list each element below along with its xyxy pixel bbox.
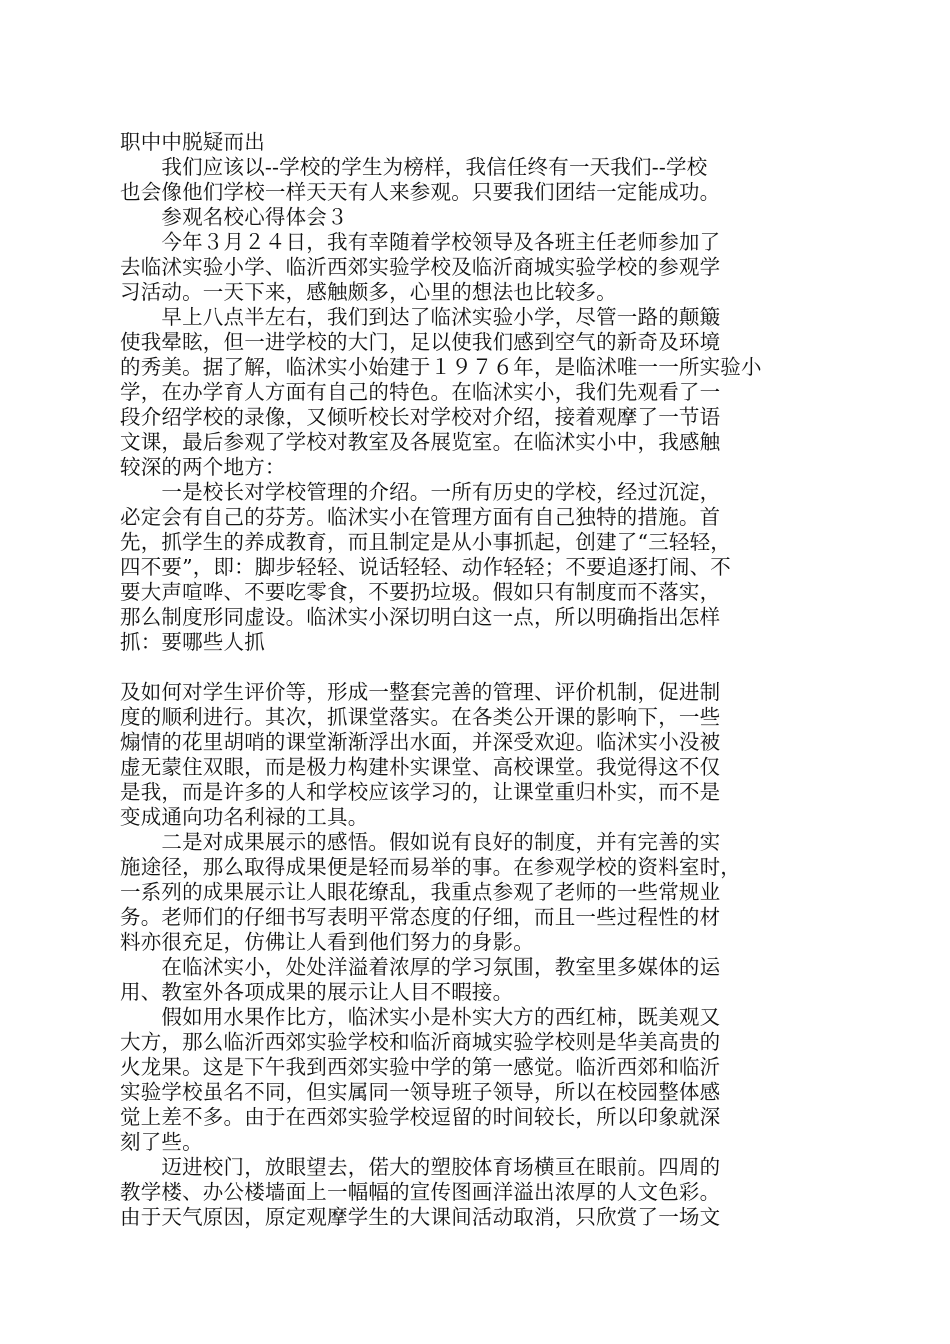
text-line: 的秀美。据了解，临沭实小始建于１９７６年，是临沭唯一一所实验小 (120, 355, 762, 379)
text-line: 实验学校虽名不同，但实属同一领导班子领导，所以在校园整体感 (120, 1080, 721, 1104)
text-line: 教学楼、办公楼墙面上一幅幅的宣传图画洋溢出浓厚的人文色彩。 (120, 1180, 721, 1204)
text-line: 火龙果。这是下午我到西郊实验中学的第一感觉。临沂西郊和临沂 (120, 1055, 721, 1079)
text-line: 参观名校心得体会３ (120, 205, 348, 229)
text-line: 使我晕眩，但一进学校的大门，足以使我们感到空气的新奇及环境 (120, 330, 721, 354)
text-line: 要大声喧哗、不要吃零食，不要扔垃圾。假如只有制度而不落实， (120, 580, 721, 604)
text-line: 料亦很充足，仿佛让人看到他们努力的身影。 (120, 930, 534, 954)
text-line: 由于天气原因，原定观摩学生的大课间活动取消，只欣赏了一场文 (120, 1205, 721, 1229)
text-line: 及如何对学生评价等，形成一整套完善的管理、评价机制，促进制 (120, 680, 721, 704)
text-line: 一是校长对学校管理的介绍。一所有历史的学校，经过沉淀， (120, 480, 721, 504)
text-line: 在临沭实小，处处洋溢着浓厚的学习氛围，教室里多媒体的运 (120, 955, 721, 979)
text-line: 那么制度形同虚设。临沭实小深切明白这一点，所以明确指出怎样 (120, 605, 721, 629)
text-line: 习活动。一天下来，感触颇多，心里的想法也比较多。 (120, 280, 617, 304)
text-line: 我们应该以--学校的学生为榜样，我信任终有一天我们--学校 (120, 155, 708, 179)
text-line: 必定会有自己的芬芳。临沭实小在管理方面有自己独特的措施。首 (120, 505, 721, 529)
text-line: 二是对成果展示的感悟。假如说有良好的制度，并有完善的实 (120, 830, 721, 854)
text-line: 学，在办学育人方面有自己的特色。在临沭实小，我们先观看了一 (120, 380, 721, 404)
text-line: 用、教室外各项成果的展示让人目不暇接。 (120, 980, 514, 1004)
text-line: 去临沭实验小学、临沂西郊实验学校及临沂商城实验学校的参观学 (120, 255, 721, 279)
text-line: 虚无蒙住双眼，而是极力构建朴实课堂、高校课堂。我觉得这不仅 (120, 755, 721, 779)
text-line: 也会像他们学校一样天天有人来参观。只要我们团结一定能成功。 (120, 180, 721, 204)
text-line: 大方，那么临沂西郊实验学校和临沂商城实验学校则是华美高贵的 (120, 1030, 721, 1054)
text-line: 刻了些。 (120, 1130, 203, 1154)
text-line: 务。老师们的仔细书写表明平常态度的仔细，而且一些过程性的材 (120, 905, 721, 929)
text-line: 度的顺利进行。其次，抓课堂落实。在各类公开课的影响下，一些 (120, 705, 721, 729)
text-line: 较深的两个地方： (120, 455, 286, 479)
text-line: 先，抓学生的养成教育，而且制定是从小事抓起，创建了“三轻轻， (120, 530, 731, 554)
text-line: 假如用水果作比方，临沭实小是朴实大方的西红柿，既美观又 (120, 1005, 721, 1029)
text-line: 煽情的花里胡哨的课堂渐渐浮出水面，并深受欢迎。临沭实小没被 (120, 730, 721, 754)
text-line: 抓：要哪些人抓 (120, 630, 265, 654)
text-line: 变成通向功名利禄的工具。 (120, 805, 369, 829)
text-line: 觉上差不多。由于在西郊实验学校逗留的时间较长，所以印象就深 (120, 1105, 721, 1129)
text-line: 施途径，那么取得成果便是轻而易举的事。在参观学校的资料室时， (120, 855, 741, 879)
text-line: 一系列的成果展示让人眼花缭乱，我重点参观了老师的一些常规业 (120, 880, 721, 904)
text-line: 文课，最后参观了学校对教室及各展览室。在临沭实小中，我感触 (120, 430, 721, 454)
text-line: 段介绍学校的录像，又倾听校长对学校对介绍，接着观摩了一节语 (120, 405, 721, 429)
text-line: 今年３月２４日，我有幸随着学校领导及各班主任老师参加了 (120, 230, 721, 254)
text-line: 早上八点半左右，我们到达了临沭实验小学，尽管一路的颠簸 (120, 305, 721, 329)
text-line: 职中中脱疑而出 (120, 130, 265, 154)
text-line: 是我，而是许多的人和学校应该学习的，让课堂重归朴实，而不是 (120, 780, 721, 804)
text-line: 迈进校门，放眼望去，偌大的塑胶体育场横亘在眼前。四周的 (120, 1155, 721, 1179)
text-line: 四不要”，即：脚步轻轻、说话轻轻、动作轻轻；不要追逐打闹、不 (120, 555, 731, 579)
